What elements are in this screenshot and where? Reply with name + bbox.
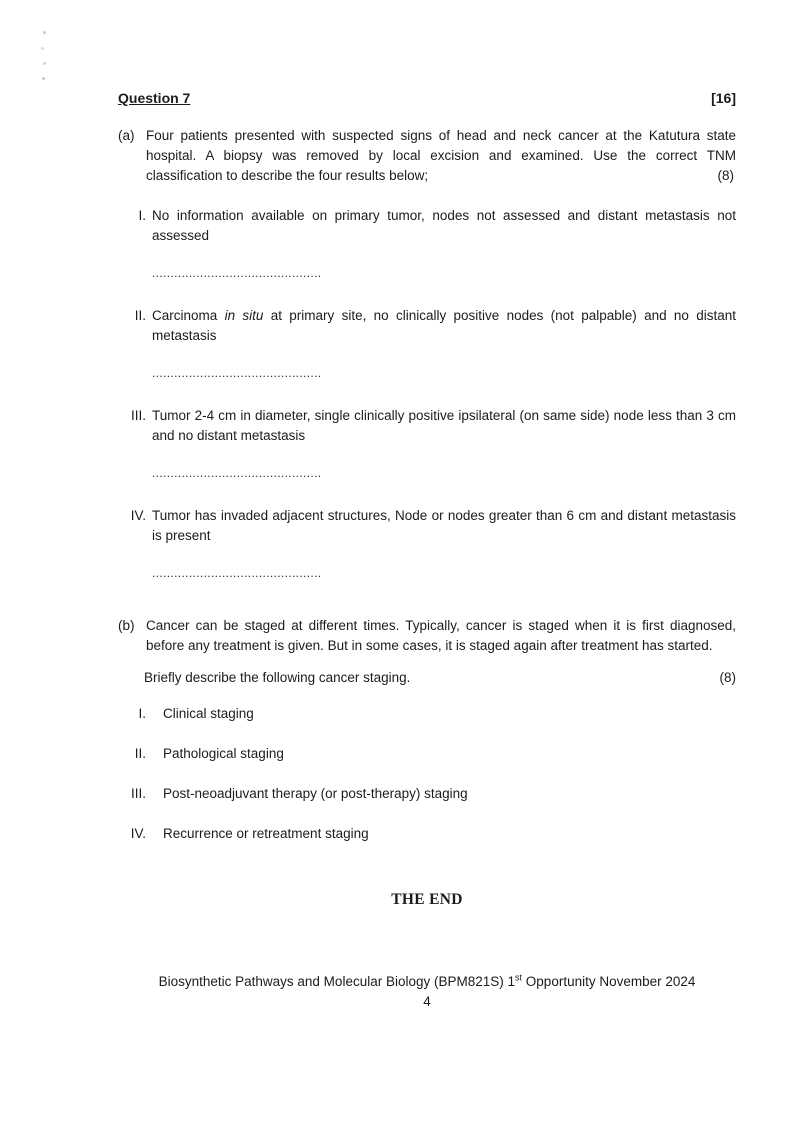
item-text xyxy=(152,406,736,446)
item-numeral: III. xyxy=(130,408,146,423)
spacer xyxy=(118,580,736,592)
footer-course-pre: Biosynthetic Pathways and Molecular Biology (BPM821S) 1 xyxy=(158,974,516,989)
answer-dotted-line: .............................................. xyxy=(152,366,322,380)
part-b-marks: (8) xyxy=(719,670,736,685)
item-numeral: II. xyxy=(134,308,146,323)
part-b-label: (b) xyxy=(118,618,135,633)
question-title: Question 7 xyxy=(118,90,191,106)
footer-course-post: Opportunity November 2024 xyxy=(522,974,696,989)
item-text-segment: at primary site, no clinically positive nodes (not palpable) and no distant metastasis xyxy=(152,308,736,343)
the-end-label: THE END xyxy=(391,891,463,908)
item-text-segment: Tumor 2-4 cm in diameter, single clinically positive ipsilateral (on same side) node less than 3 cm and no distant metastasis xyxy=(152,408,736,443)
page-content xyxy=(118,88,736,1012)
item-text-segment: Tumor has invaded adjacent structures, Node or nodes greater than 6 cm and distant metastasis is present xyxy=(152,508,736,543)
part-b-body: Cancer can be staged at different times. Typically, cancer is staged when it is first diagnosed, before any treatment is given. But in some cases, it is staged again after treatment has started. xyxy=(146,618,736,653)
footer-course-line xyxy=(118,972,736,992)
footer-ordinal-suffix: st xyxy=(515,972,523,983)
part-b-prompt: Briefly describe the following cancer staging. xyxy=(144,670,411,685)
spacer xyxy=(118,280,736,292)
answer-dotted-line: .............................................. xyxy=(152,566,322,580)
part-a-item-3 xyxy=(118,406,736,446)
item-numeral: III. xyxy=(130,786,146,801)
part-a-text: Four patients presented with suspected signs of head and neck cancer at the Katutura state hospital. A biopsy was removed by local excision and examined. Use the correct TNM classification to describe the four results below; xyxy=(146,128,736,183)
item-text-italic: in situ xyxy=(224,308,264,323)
item-numeral: I. xyxy=(138,706,146,721)
item-text-segment: No information available on primary tumor, nodes not assessed and distant metastasis not assessed xyxy=(152,208,736,243)
part-b xyxy=(118,616,736,656)
scan-artifact xyxy=(43,31,46,34)
answer-dotted-line: .............................................. xyxy=(152,466,322,480)
item-text: Clinical staging xyxy=(163,706,254,721)
item-text xyxy=(152,306,736,346)
spacer xyxy=(118,480,736,492)
question-total-marks: [16] xyxy=(711,90,736,106)
part-b-item-3 xyxy=(118,784,736,804)
scan-artifact xyxy=(41,47,44,50)
part-a-item-2 xyxy=(118,306,736,346)
part-b-item-2 xyxy=(118,744,736,764)
part-a-item-4 xyxy=(118,506,736,546)
part-b-item-1 xyxy=(118,704,736,724)
spacer xyxy=(118,380,736,392)
part-b-items xyxy=(118,704,736,844)
part-a-body xyxy=(146,126,736,186)
scan-artifact xyxy=(42,77,45,80)
answer-dotted-line: .............................................. xyxy=(152,266,322,280)
question-heading-row xyxy=(118,88,736,108)
part-b-prompt-row xyxy=(144,668,736,688)
item-text-segment: Carcinoma xyxy=(152,308,225,323)
item-numeral: IV. xyxy=(130,508,146,523)
page-number: 4 xyxy=(423,994,431,1009)
item-numeral: IV. xyxy=(130,826,146,841)
part-a xyxy=(118,126,736,186)
item-numeral: II. xyxy=(134,746,146,761)
item-text xyxy=(152,506,736,546)
part-b-item-4 xyxy=(118,824,736,844)
part-a-item-1 xyxy=(118,206,736,246)
item-numeral: I. xyxy=(138,208,146,223)
scan-artifact xyxy=(43,62,46,65)
item-text xyxy=(152,206,736,246)
part-a-label: (a) xyxy=(118,128,135,143)
item-text: Post-neoadjuvant therapy (or post-therapy) staging xyxy=(163,786,468,801)
item-text: Pathological staging xyxy=(163,746,284,761)
item-text: Recurrence or retreatment staging xyxy=(163,826,369,841)
part-a-marks: (8) xyxy=(717,168,734,183)
